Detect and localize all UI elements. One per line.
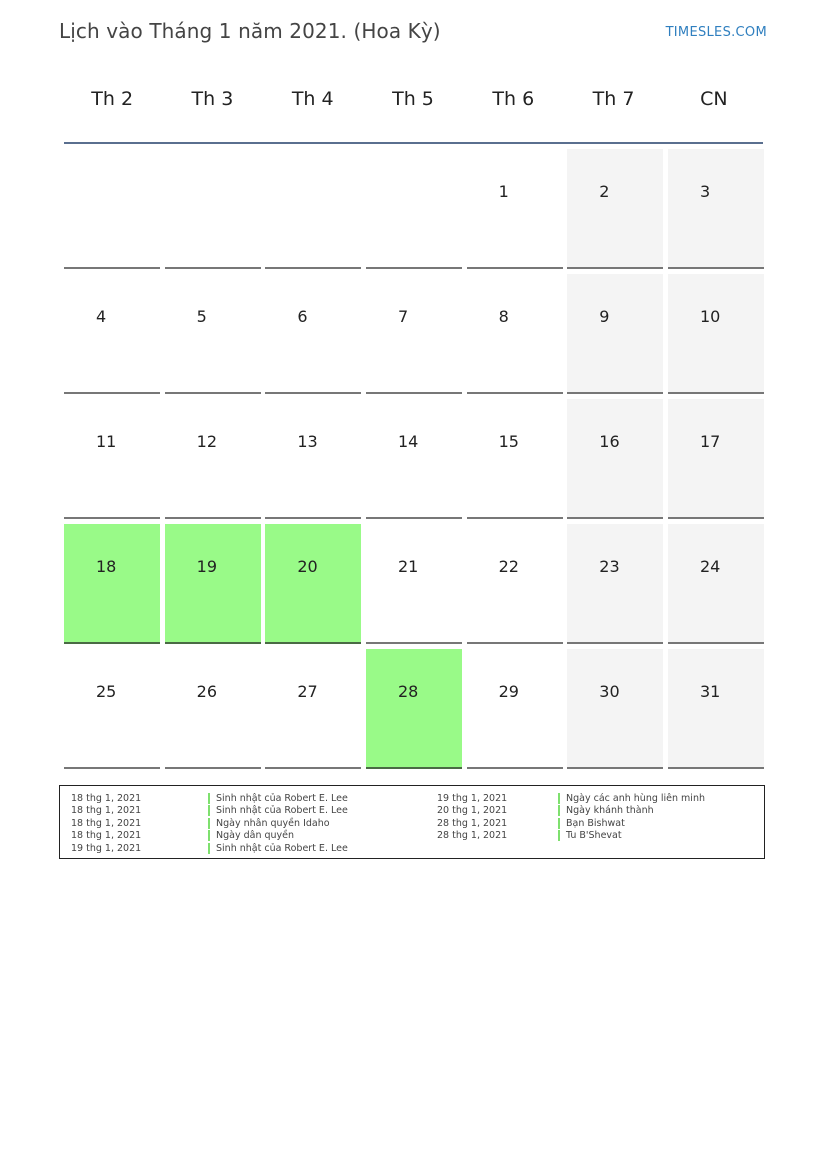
day-cell[interactable] bbox=[366, 649, 462, 769]
day-cell[interactable] bbox=[668, 149, 764, 269]
legend-holiday-name: Sinh nhật của Robert E. Lee bbox=[216, 805, 348, 817]
legend-color-marker bbox=[558, 805, 560, 816]
day-number: 28 bbox=[397, 682, 419, 701]
weekday-label: Th 4 bbox=[291, 88, 334, 110]
day-number: 18 bbox=[96, 557, 117, 576]
legend-color-marker bbox=[558, 830, 560, 841]
day-cell[interactable] bbox=[467, 149, 563, 269]
weekday-label: Th 5 bbox=[392, 88, 434, 110]
day-number: 10 bbox=[699, 307, 721, 326]
day-cell[interactable] bbox=[165, 524, 261, 644]
day-number: 15 bbox=[498, 432, 519, 451]
day-number: 11 bbox=[96, 432, 117, 451]
day-cell[interactable] bbox=[668, 649, 764, 769]
legend-item bbox=[426, 805, 705, 818]
legend-date: 18 thg 1, 2021 bbox=[71, 792, 142, 804]
day-cell[interactable] bbox=[467, 649, 563, 769]
day-cell[interactable] bbox=[366, 274, 462, 394]
weekday-label: Th 3 bbox=[191, 88, 234, 110]
day-number: 17 bbox=[699, 432, 721, 451]
day-number: 8 bbox=[498, 307, 509, 326]
day-number: 26 bbox=[196, 682, 218, 701]
day-cell[interactable] bbox=[265, 649, 361, 769]
day-number: 22 bbox=[498, 557, 519, 576]
day-number: 9 bbox=[599, 307, 610, 326]
empty-day-cell bbox=[165, 149, 261, 269]
legend-item bbox=[60, 842, 348, 855]
legend-holiday-name: Sinh nhật của Robert E. Lee bbox=[216, 792, 348, 804]
legend-holiday-name: Sinh nhật của Robert E. Lee bbox=[216, 842, 348, 854]
day-cell[interactable] bbox=[265, 524, 361, 644]
legend-date: 18 thg 1, 2021 bbox=[71, 830, 142, 842]
empty-day-cell bbox=[64, 149, 160, 269]
weekday-label: Th 2 bbox=[91, 88, 134, 110]
legend-color-marker bbox=[208, 793, 210, 804]
day-cell[interactable] bbox=[467, 274, 563, 394]
day-cell[interactable] bbox=[64, 274, 160, 394]
day-number: 29 bbox=[498, 682, 519, 701]
header-divider bbox=[64, 142, 763, 144]
legend-color-marker bbox=[558, 793, 560, 804]
day-cell[interactable] bbox=[366, 524, 462, 644]
day-cell[interactable] bbox=[467, 524, 563, 644]
day-cell[interactable] bbox=[64, 399, 160, 519]
day-number: 14 bbox=[397, 432, 419, 451]
day-cell[interactable] bbox=[567, 274, 663, 394]
legend-item bbox=[426, 830, 705, 843]
legend-color-marker bbox=[208, 830, 210, 841]
page-title: Lịch vào Tháng 1 năm 2021. (Hoa Kỳ) bbox=[59, 19, 441, 43]
legend-column-left bbox=[60, 792, 348, 855]
day-cell[interactable] bbox=[668, 399, 764, 519]
day-number: 5 bbox=[196, 307, 207, 326]
legend-item bbox=[60, 817, 348, 830]
weekday-label: Th 6 bbox=[492, 88, 535, 110]
weekday-header bbox=[62, 88, 764, 110]
legend-item bbox=[60, 830, 348, 843]
day-number: 4 bbox=[96, 307, 107, 326]
day-number: 30 bbox=[599, 682, 620, 701]
day-cell[interactable] bbox=[366, 399, 462, 519]
weekday-label: Th 7 bbox=[592, 88, 635, 110]
day-cell[interactable] bbox=[165, 649, 261, 769]
day-cell[interactable] bbox=[567, 649, 663, 769]
day-cell[interactable] bbox=[64, 649, 160, 769]
day-number: 27 bbox=[297, 682, 318, 701]
day-cell[interactable] bbox=[467, 399, 563, 519]
legend-date: 18 thg 1, 2021 bbox=[71, 805, 142, 817]
day-cell[interactable] bbox=[668, 524, 764, 644]
weekday-label: CN bbox=[700, 88, 728, 110]
brand-link[interactable]: TIMESLES.COM bbox=[665, 25, 767, 40]
day-cell[interactable] bbox=[567, 149, 663, 269]
calendar-grid bbox=[64, 149, 764, 769]
day-number: 3 bbox=[699, 182, 711, 201]
legend-color-marker bbox=[558, 818, 560, 829]
day-number: 1 bbox=[498, 182, 509, 201]
day-cell[interactable] bbox=[265, 399, 361, 519]
legend-holiday-name: Tu B'Shevat bbox=[566, 830, 622, 842]
day-number: 6 bbox=[297, 307, 308, 326]
legend-item bbox=[60, 805, 348, 818]
legend-item bbox=[426, 817, 705, 830]
empty-day-cell bbox=[366, 149, 462, 269]
legend-holiday-name: Ngày nhân quyền Idaho bbox=[216, 817, 330, 829]
day-number: 16 bbox=[599, 432, 620, 451]
day-cell[interactable] bbox=[165, 399, 261, 519]
day-number: 23 bbox=[599, 557, 620, 576]
legend-date: 19 thg 1, 2021 bbox=[437, 792, 508, 804]
legend-holiday-name: Ngày dân quyền bbox=[216, 830, 295, 842]
legend-color-marker bbox=[208, 805, 210, 816]
day-number: 12 bbox=[196, 432, 218, 451]
day-cell[interactable] bbox=[668, 274, 764, 394]
legend-item bbox=[426, 792, 705, 805]
legend-column-right bbox=[426, 792, 705, 842]
legend-holiday-name: Bạn Bishwat bbox=[566, 817, 625, 829]
day-number: 19 bbox=[196, 557, 218, 576]
day-number: 21 bbox=[397, 557, 419, 576]
day-cell[interactable] bbox=[165, 274, 261, 394]
day-number: 31 bbox=[699, 682, 721, 701]
day-cell[interactable] bbox=[64, 524, 160, 644]
day-number: 7 bbox=[397, 307, 409, 326]
legend-holiday-name: Ngày khánh thành bbox=[566, 805, 654, 817]
day-cell[interactable] bbox=[567, 524, 663, 644]
legend-date: 28 thg 1, 2021 bbox=[437, 817, 508, 829]
day-cell[interactable] bbox=[567, 399, 663, 519]
holiday-legend bbox=[59, 785, 765, 859]
legend-date: 28 thg 1, 2021 bbox=[437, 830, 508, 842]
legend-item bbox=[60, 792, 348, 805]
day-number: 2 bbox=[599, 182, 610, 201]
legend-color-marker bbox=[208, 843, 210, 854]
day-cell[interactable] bbox=[265, 274, 361, 394]
day-number: 13 bbox=[297, 432, 318, 451]
empty-day-cell bbox=[265, 149, 361, 269]
day-number: 24 bbox=[699, 557, 721, 576]
legend-color-marker bbox=[208, 818, 210, 829]
day-number: 20 bbox=[297, 557, 318, 576]
legend-date: 19 thg 1, 2021 bbox=[71, 842, 142, 854]
legend-date: 18 thg 1, 2021 bbox=[71, 817, 142, 829]
legend-date: 20 thg 1, 2021 bbox=[437, 805, 508, 817]
legend-holiday-name: Ngày các anh hùng liên minh bbox=[566, 792, 705, 804]
day-number: 25 bbox=[96, 682, 117, 701]
